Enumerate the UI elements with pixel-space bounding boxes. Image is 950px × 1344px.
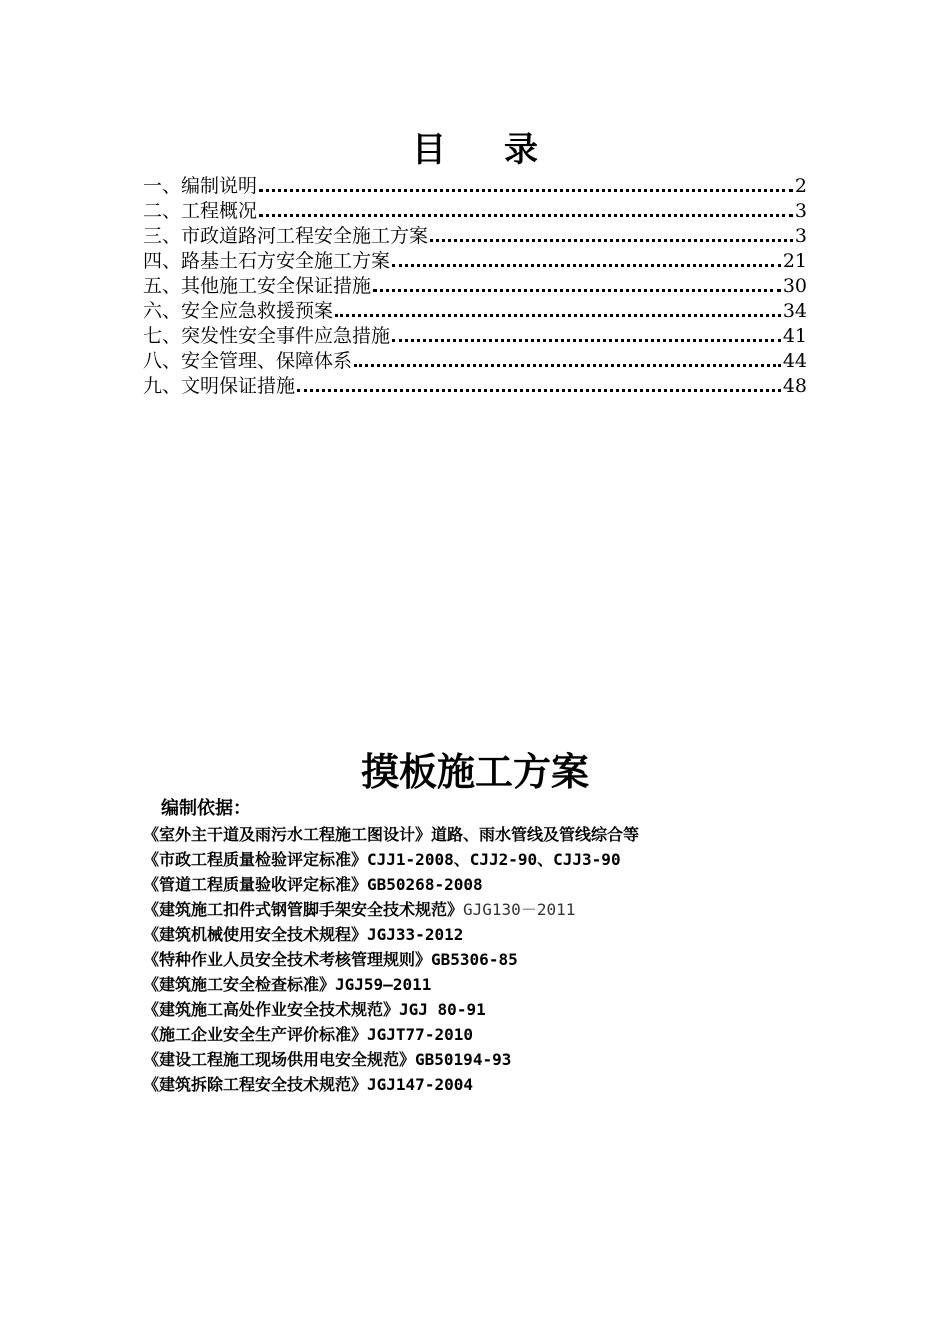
basis-item-code: GB50268-2008	[367, 875, 483, 894]
basis-item-name: 《建筑机械使用安全技术规程》	[143, 925, 368, 944]
document-title: 摸板施工方案	[360, 749, 589, 794]
toc-entry-label: 三、市政道路河工程安全施工方案	[143, 225, 429, 247]
basis-item-code: JGJ33-2012	[367, 925, 464, 944]
toc-entry-page: 44	[782, 350, 807, 372]
toc-entry-label: 八、安全管理、保障体系	[143, 350, 353, 372]
toc-entry-page: 3	[794, 225, 807, 247]
basis-item-code: JGJ 80-91	[399, 1000, 486, 1019]
toc-entry-page: 48	[782, 375, 807, 397]
basis-item-name: 《室外主干道及雨污水工程施工图设计》道路、雨水管线及管线综合等	[143, 825, 640, 844]
basis-item-name: 《建设工程施工现场供用电安全规范》	[143, 1050, 416, 1069]
basis-item	[143, 897, 863, 922]
basis-item	[143, 872, 863, 897]
toc-entry-label: 一、编制说明	[143, 175, 258, 197]
toc-leader-dots	[354, 349, 781, 374]
toc-leader-dots	[259, 199, 793, 224]
basis-list	[143, 822, 863, 1097]
basis-heading: 编制依据：	[161, 798, 251, 819]
basis-item	[143, 947, 863, 972]
toc-entry[interactable]	[143, 274, 807, 299]
basis-item-code: JGJT77-2010	[367, 1025, 473, 1044]
basis-item	[143, 1047, 863, 1072]
toc-entry-label: 四、路基土石方安全施工方案	[143, 250, 391, 272]
table-of-contents	[143, 174, 807, 399]
basis-item-name: 《建筑施工扣件式钢管脚手架安全技术规范》	[143, 900, 464, 919]
toc-leader-dots	[392, 324, 781, 349]
basis-item-code: CJJ1-2008、CJJ2-90、CJJ3-90	[367, 850, 621, 869]
basis-item-name: 《建筑施工高处作业安全技术规范》	[143, 1000, 400, 1019]
basis-item	[143, 997, 863, 1022]
toc-title	[0, 128, 950, 172]
basis-item-name: 《特种作业人员安全技术考核管理规则》	[143, 950, 432, 969]
basis-item-code: JGJ147-2004	[367, 1075, 473, 1094]
toc-entry[interactable]	[143, 224, 807, 249]
toc-entry[interactable]	[143, 199, 807, 224]
toc-leader-dots	[373, 274, 781, 299]
basis-item-name: 《管道工程质量验收评定标准》	[143, 875, 368, 894]
basis-item	[143, 1022, 863, 1047]
basis-item-name: 《建筑施工安全检查标准》	[143, 975, 336, 994]
toc-leader-dots	[392, 249, 781, 274]
basis-item-name: 《建筑拆除工程安全技术规范》	[143, 1075, 368, 1094]
basis-item	[143, 1072, 863, 1097]
basis-item-code: GB50194-93	[415, 1050, 512, 1069]
toc-entry-page: 3	[794, 200, 807, 222]
toc-entry[interactable]	[143, 374, 807, 399]
toc-leader-dots	[259, 174, 793, 199]
toc-title-right: 录	[504, 130, 538, 170]
toc-entry-page: 30	[782, 275, 807, 297]
basis-item	[143, 847, 863, 872]
toc-entry-page: 2	[794, 175, 807, 197]
basis-item	[143, 922, 863, 947]
toc-entry[interactable]	[143, 249, 807, 274]
toc-entry-label: 五、其他施工安全保证措施	[143, 275, 372, 297]
toc-title-left: 目	[412, 130, 446, 170]
toc-entry-page: 21	[782, 250, 807, 272]
toc-entry[interactable]	[143, 174, 807, 199]
toc-leader-dots	[297, 374, 781, 399]
toc-entry[interactable]	[143, 349, 807, 374]
basis-item-name: 《市政工程质量检验评定标准》	[143, 850, 368, 869]
toc-entry-page: 34	[782, 300, 807, 322]
toc-leader-dots	[335, 299, 781, 324]
toc-entry[interactable]	[143, 324, 807, 349]
basis-item-code: GJG130－2011	[463, 900, 576, 919]
toc-entry-page: 41	[782, 325, 807, 347]
toc-leader-dots	[430, 224, 793, 249]
toc-entry[interactable]	[143, 299, 807, 324]
basis-item	[143, 972, 863, 997]
basis-item-code: GB5306-85	[431, 950, 518, 969]
toc-entry-label: 七、突发性安全事件应急措施	[143, 325, 391, 347]
toc-entry-label: 二、工程概况	[143, 200, 258, 222]
toc-entry-label: 六、安全应急救援预案	[143, 300, 334, 322]
basis-item-name: 《施工企业安全生产评价标准》	[143, 1025, 368, 1044]
basis-item-code: JGJ59—2011	[335, 975, 432, 994]
toc-entry-label: 九、文明保证措施	[143, 375, 296, 397]
basis-item	[143, 822, 863, 847]
